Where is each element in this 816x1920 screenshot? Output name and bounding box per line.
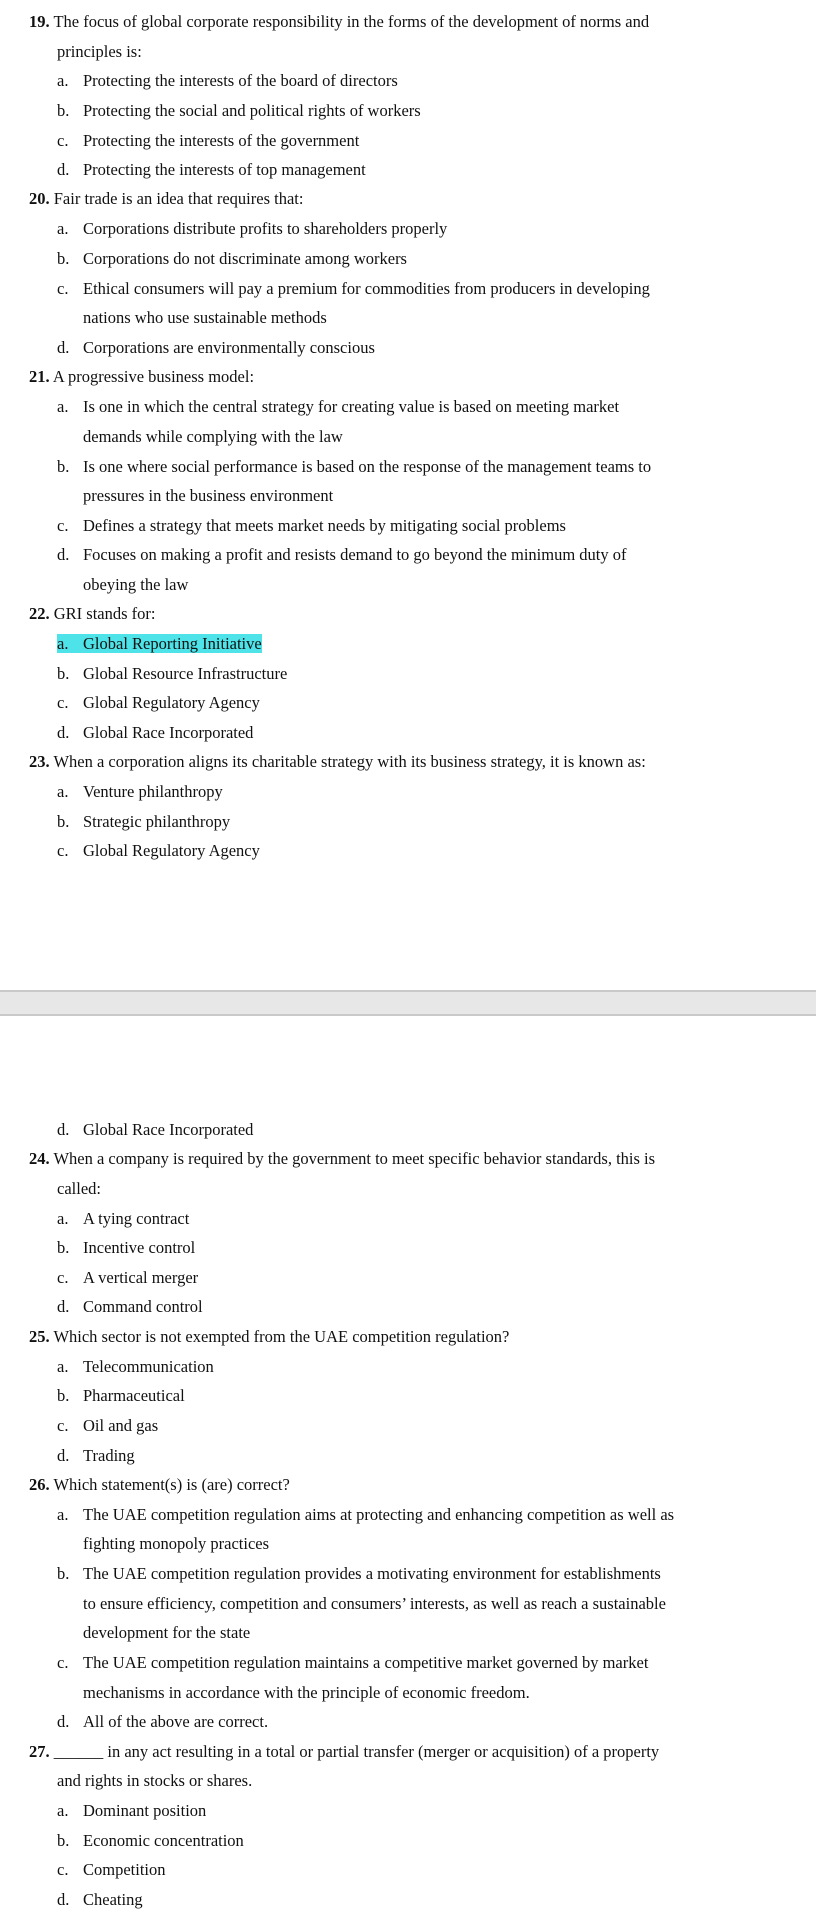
option-letter: b. xyxy=(57,664,70,683)
question-19-line-1 xyxy=(29,12,649,32)
option-text: A tying contract xyxy=(83,1209,190,1228)
option-text: Command control xyxy=(83,1297,203,1316)
option-text: Global Regulatory Agency xyxy=(83,841,260,860)
option-letter: a. xyxy=(57,219,69,238)
option-letter: d. xyxy=(57,1890,70,1909)
option-20c-cont: nations who use sustainable methods xyxy=(83,308,327,327)
document-page-2 xyxy=(0,1016,816,1920)
option-text: Telecommunication xyxy=(83,1357,214,1376)
option-letter: d. xyxy=(57,1297,70,1316)
option-24a xyxy=(57,1209,189,1229)
option-text: Ethical consumers will pay a premium for commodities from producers in developing xyxy=(83,279,650,298)
option-text: Economic concentration xyxy=(83,1831,244,1850)
option-text: Global Resource Infrastructure xyxy=(83,664,288,683)
option-text: Global Regulatory Agency xyxy=(83,693,260,712)
question-24-line-2: called: xyxy=(57,1179,101,1198)
question-25-line-1 xyxy=(29,1327,509,1347)
option-26b xyxy=(57,1564,661,1584)
option-text: Global Reporting Initiative xyxy=(83,634,262,653)
question-number: 25. xyxy=(29,1327,50,1346)
option-text: Global Race Incorporated xyxy=(83,1120,254,1139)
option-letter: a. xyxy=(57,1505,69,1524)
option-letter: c. xyxy=(57,1416,69,1435)
question-text: The focus of global corporate responsibility in the forms of the development of norms and xyxy=(49,12,650,31)
question-number: 24. xyxy=(29,1149,50,1168)
question-text: When a corporation aligns its charitable strategy with its business strategy, it is known as: xyxy=(49,752,646,771)
option-21d xyxy=(57,545,627,565)
question-22-line-1 xyxy=(29,604,156,624)
option-21b xyxy=(57,457,651,477)
option-20c xyxy=(57,279,650,299)
option-letter: d. xyxy=(57,1712,70,1731)
option-letter: b. xyxy=(57,1564,70,1583)
option-23a xyxy=(57,782,223,802)
question-number: 21. xyxy=(29,367,50,386)
question-number: 22. xyxy=(29,604,50,623)
option-27d xyxy=(57,1890,143,1910)
option-letter: b. xyxy=(57,1386,70,1405)
option-text: Oil and gas xyxy=(83,1416,159,1435)
option-text: Incentive control xyxy=(83,1238,196,1257)
option-letter: b. xyxy=(57,1238,70,1257)
option-21a-cont: demands while complying with the law xyxy=(83,427,343,446)
question-27-line-2: and rights in stocks or shares. xyxy=(57,1771,253,1790)
option-23b xyxy=(57,812,230,832)
question-number: 20. xyxy=(29,189,50,208)
option-19c xyxy=(57,131,359,151)
question-26-line-1 xyxy=(29,1475,290,1495)
option-letter: d. xyxy=(57,1120,70,1139)
option-letter: d. xyxy=(57,338,70,357)
option-text: Dominant position xyxy=(83,1801,207,1820)
option-letter: b. xyxy=(57,1831,70,1850)
question-text: When a company is required by the government to meet specific behavior standards, this is xyxy=(49,1149,656,1168)
option-26d xyxy=(57,1712,268,1732)
option-letter: a. xyxy=(57,782,69,801)
option-text: Is one where social performance is based on the response of the management teams to xyxy=(83,457,652,476)
question-21-line-1 xyxy=(29,367,254,387)
option-letter: b. xyxy=(57,249,70,268)
option-text: Focuses on making a profit and resists demand to go beyond the minimum duty of xyxy=(83,545,627,564)
question-19-line-2: principles is: xyxy=(57,42,142,61)
option-text: Strategic philanthropy xyxy=(83,812,231,831)
option-20b xyxy=(57,249,407,269)
option-25a xyxy=(57,1357,214,1377)
option-22a-highlighted xyxy=(57,634,262,654)
option-text: Trading xyxy=(83,1446,135,1465)
option-22b xyxy=(57,664,287,684)
option-19d xyxy=(57,160,366,180)
option-23c xyxy=(57,841,260,861)
option-letter: c. xyxy=(57,693,69,712)
option-26a-cont: fighting monopoly practices xyxy=(83,1534,270,1553)
option-text: Venture philanthropy xyxy=(83,782,223,801)
option-letter: a. xyxy=(57,71,69,90)
option-20a xyxy=(57,219,447,239)
option-letter: d. xyxy=(57,160,70,179)
option-letter: c. xyxy=(57,1268,69,1287)
option-27c xyxy=(57,1860,166,1880)
option-letter: d. xyxy=(57,545,70,564)
option-21d-cont: obeying the law xyxy=(83,575,189,594)
option-letter: c. xyxy=(57,279,69,298)
option-letter: b. xyxy=(57,812,70,831)
option-text: Defines a strategy that meets market needs by mitigating social problems xyxy=(83,516,566,535)
option-letter: a. xyxy=(57,1801,69,1820)
option-26a xyxy=(57,1505,674,1525)
question-23-line-1 xyxy=(29,752,646,772)
page-break xyxy=(0,990,816,1016)
question-text: Which sector is not exempted from the UAE competition regulation? xyxy=(49,1327,510,1346)
option-text: Protecting the interests of the board of directors xyxy=(83,71,398,90)
option-25d xyxy=(57,1446,135,1466)
option-letter: a. xyxy=(57,634,69,653)
question-text: Fair trade is an idea that requires that: xyxy=(49,189,304,208)
option-text: Protecting the interests of top management xyxy=(83,160,366,179)
option-letter: d. xyxy=(57,1446,70,1465)
option-text: Protecting the interests of the government xyxy=(83,131,360,150)
option-text: Protecting the social and political rights of workers xyxy=(83,101,421,120)
option-letter: d. xyxy=(57,723,70,742)
option-20d xyxy=(57,338,375,358)
question-number: 27. xyxy=(29,1742,50,1761)
option-22c xyxy=(57,693,260,713)
option-22d xyxy=(57,723,253,743)
question-text: ______ in any act resulting in a total or partial transfer (merger or acquisition) of a property xyxy=(49,1742,660,1761)
option-27b xyxy=(57,1831,244,1851)
option-text: Pharmaceutical xyxy=(83,1386,185,1405)
option-text: Global Race Incorporated xyxy=(83,723,254,742)
option-letter: b. xyxy=(57,457,70,476)
question-27-line-1 xyxy=(29,1742,659,1762)
option-21a xyxy=(57,397,619,417)
option-text: All of the above are correct. xyxy=(83,1712,269,1731)
question-number: 23. xyxy=(29,752,50,771)
option-27a xyxy=(57,1801,206,1821)
option-text: Cheating xyxy=(83,1890,143,1909)
option-letter: c. xyxy=(57,131,69,150)
option-23d xyxy=(57,1120,253,1140)
option-letter: a. xyxy=(57,1357,69,1376)
option-text: Is one in which the central strategy for creating value is based on meeting market xyxy=(83,397,620,416)
question-text: A progressive business model: xyxy=(49,367,255,386)
option-text: Competition xyxy=(83,1860,166,1879)
question-20-line-1 xyxy=(29,189,303,209)
option-text: Corporations distribute profits to shareholders properly xyxy=(83,219,448,238)
option-26c-cont: mechanisms in accordance with the principle of economic freedom. xyxy=(83,1683,530,1702)
question-number: 26. xyxy=(29,1475,50,1494)
option-26b-cont-2: development for the state xyxy=(83,1623,251,1642)
option-21c xyxy=(57,516,566,536)
option-text: Corporations do not discriminate among workers xyxy=(83,249,407,268)
option-25b xyxy=(57,1386,185,1406)
option-25c xyxy=(57,1416,158,1436)
option-21b-cont: pressures in the business environment xyxy=(83,486,334,505)
question-text: GRI stands for: xyxy=(49,604,156,623)
option-text: Corporations are environmentally conscious xyxy=(83,338,375,357)
option-24b xyxy=(57,1238,195,1258)
option-text: The UAE competition regulation maintains a competitive market governed by market xyxy=(83,1653,649,1672)
option-24d xyxy=(57,1297,203,1317)
option-text: The UAE competition regulation aims at protecting and enhancing competition as well as xyxy=(83,1505,675,1524)
option-letter: b. xyxy=(57,101,70,120)
option-letter: a. xyxy=(57,397,69,416)
option-24c xyxy=(57,1268,198,1288)
option-letter: c. xyxy=(57,1860,69,1879)
option-19b xyxy=(57,101,421,121)
option-text: The UAE competition regulation provides a motivating environment for establishments xyxy=(83,1564,661,1583)
question-number: 19. xyxy=(29,12,50,31)
question-24-line-1 xyxy=(29,1149,655,1169)
option-letter: a. xyxy=(57,1209,69,1228)
option-letter: c. xyxy=(57,516,69,535)
option-19a xyxy=(57,71,398,91)
option-26b-cont-1: to ensure efficiency, competition and consumers’ interests, as well as reach a sustainable xyxy=(83,1594,666,1613)
option-letter: c. xyxy=(57,1653,69,1672)
question-text: Which statement(s) is (are) correct? xyxy=(49,1475,290,1494)
option-letter: c. xyxy=(57,841,69,860)
option-26c xyxy=(57,1653,648,1673)
option-text: A vertical merger xyxy=(83,1268,199,1287)
